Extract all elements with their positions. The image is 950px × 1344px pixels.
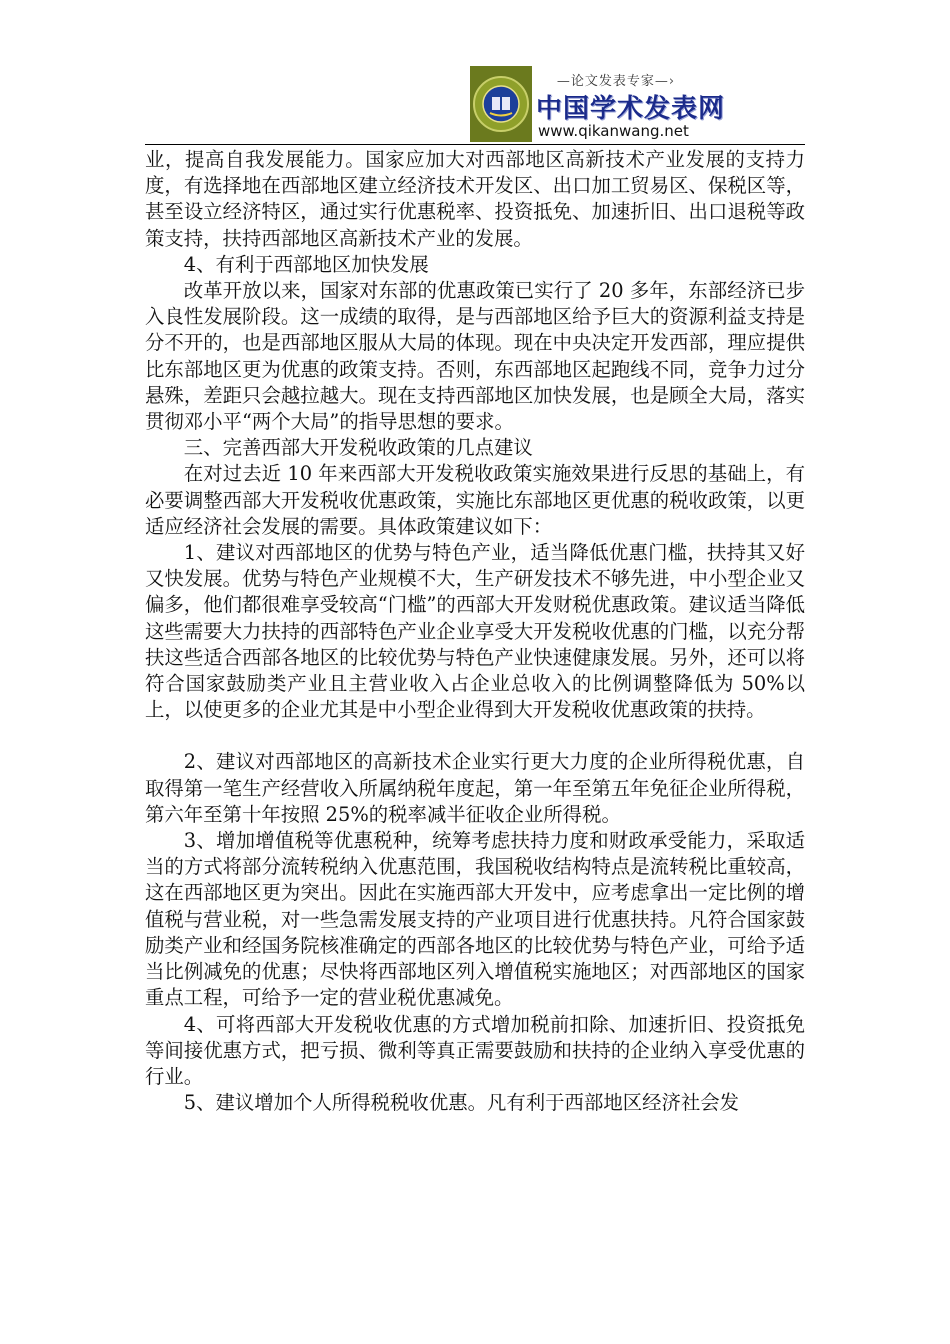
banner-url: www.qikanwang.net: [538, 122, 689, 140]
banner-brand-name: 中国学术发表网: [536, 94, 726, 124]
paragraph: 业，提高自我发展能力。国家应加大对西部地区高新技术产业发展的支持力度，有选择地在西部地区建立经济技术开发区、出口加工贸易区、保税区等，甚至设立经济特区，通过实行优惠税率、投资抵免、加速折旧、出口退税等政策支持，扶持西部地区高新技术产业的发展。: [145, 148, 805, 250]
banner-tagline: —论文发表专家—›: [556, 74, 676, 89]
paragraph: 在对过去近 10 年来西部大开发税收政策实施效果进行反思的基础上，有必要调整西部大开发税收优惠政策，实施比东部地区更优惠的税收政策，以更适应经济社会发展的需要。具体政策建议如下：: [145, 462, 805, 538]
paragraph-gap: [145, 723, 805, 749]
paragraph: 4、可将西部大开发税收优惠的方式增加税前扣除、加速折旧、投资抵免等间接优惠方式，把亏损、微利等真正需要鼓励和扶持的企业纳入享受优惠的行业。: [145, 1012, 805, 1088]
header-divider: [145, 144, 805, 145]
paragraph: 改革开放以来，国家对东部的优惠政策已实行了 20 多年，东部经济已步入良性发展阶段。这一成绩的取得，是与西部地区给予巨大的资源利益支持是分不开的，也是西部地区服从大局的体现。现在中央决定开发西部，理应提供比东部地区更为优惠的政策支持。否则，东西部地区起跑线不同，竞争力过分悬殊，差距只会越拉越大。现在支持西部地区加快发展，也是顾全大局，落实贯彻邓小平“两个大局”的指导思想的要求。: [145, 279, 805, 434]
site-banner: [470, 66, 726, 144]
paragraph: 2、建议对西部地区的高新技术企业实行更大力度的企业所得税优惠，自取得第一笔生产经营收入所属纳税年度起，第一年至第五年免征企业所得税，第六年至第十年按照 25%的税率减半征收企业所得税。: [145, 750, 805, 826]
paragraph: 三、完善西部大开发税收政策的几点建议: [183, 436, 533, 460]
paragraph: 4、有利于西部地区加快发展: [183, 252, 429, 276]
banner-text-area: [532, 66, 726, 144]
paragraph: 1、建议对西部地区的优势与特色产业，适当降低优惠门槛，扶持其又好又快发展。优势与特色产业规模不大，生产研发技术不够先进，中小型企业又偏多，他们都很难享受较高“门槛”的西部大开发财税优惠政策。建议适当降低这些需要大力扶持的西部特色产业企业享受大开发税收优惠的门槛，以充分帮扶这些适合西部各地区的比较优势与特色产业快速健康发展。另外，还可以将符合国家鼓励类产业且主营业收入占企业总收入的比例调整降低为 50%以上，以使更多的企业尤其是中小型企业得到大开发税收优惠政策的扶持。: [145, 541, 805, 722]
paragraph: 3、增加增值税等优惠税种，统筹考虑扶持力度和财政承受能力，采取适当的方式将部分流转税纳入优惠范围，我国税收结构特点是流转税比重较高，这在西部地区更为突出。因此在实施西部大开发中，应考虑拿出一定比例的增值税与营业税，对一些急需发展支持的产业项目进行优惠扶持。凡符合国家鼓励类产业和经国务院核准确定的西部各地区的比较优势与特色产业，可给予适当比例减免的优惠；尽快将西部地区列入增值税实施地区；对西部地区的国家重点工程，可给予一定的营业税优惠减免。: [145, 829, 805, 1010]
paragraph: 5、建议增加个人所得税税收优惠。凡有利于西部地区经济社会发: [183, 1091, 740, 1115]
seal-logo-icon: [470, 66, 532, 142]
document-body: [145, 147, 805, 1116]
